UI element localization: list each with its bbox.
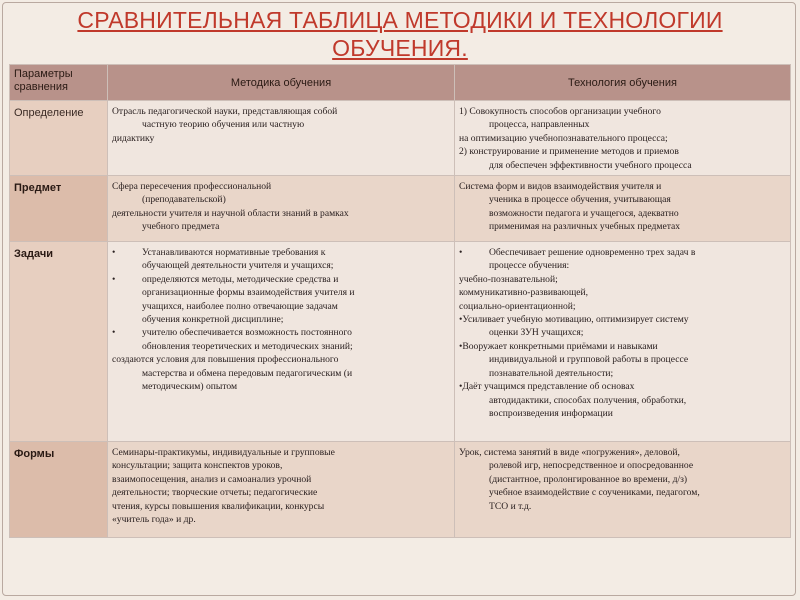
text-line: применимая на различных учебных предметах [489,221,681,233]
text-line: обновления теоретических и методических знаний; [142,340,353,352]
text-line: учебно-познавательной; [459,273,558,285]
text-line: Семинары-практикумы, индивидуальные и групповые [112,447,335,459]
text-line: Система форм и видов взаимодействия учителя и [459,181,662,193]
text-line: создаются условия для повышения профессионального [112,354,339,366]
text-line: оценки ЗУН учащихся; [489,327,584,339]
title-line-1: СРАВНИТЕЛЬНАЯ ТАБЛИЦА МЕТОДИКИ И ТЕХНОЛОГИИ [77,7,723,33]
text-line: (дистантное, пролонгированное во времени, д/з) [489,473,688,485]
row-label-definition: Определение [10,101,108,176]
text-line: учебное взаимодействие с соучениками, педагогом, [489,487,700,499]
text-line: мастерства и обмена передовым педагогическим (и [142,367,353,379]
text-line: частную теорию обучения или частную [142,119,305,131]
text-line: 2) конструирование и применение методов и приемов [459,146,679,158]
header-technology: Технология обучения [455,65,791,101]
text-line: (преподавательской) [142,194,226,206]
bullet-icon: • [112,247,116,259]
text-line: консультации; защита конспектов уроков, [112,460,283,472]
text-line: чтения, курсы повышения квалификации, конкурсы [112,500,325,512]
text-line: деятельности учителя и научной области знаний в рамках [112,207,349,219]
bullet-item [112,273,450,286]
bullet-icon: • [112,327,116,339]
text-line: познавательной деятельности; [489,367,614,379]
bullet-icon: • [112,273,116,285]
text-line: возможности педагога и учащегося, адекватно [489,207,679,219]
text-line: Сфера пересечения профессиональной [112,181,272,193]
bullet-icon: • [459,247,463,259]
cell-definition-method [108,101,455,176]
table-row-tasks [10,242,791,442]
cell-tasks-method [108,242,455,442]
text-line: учащихся, наиболее полно отвечающие задачам [142,300,338,312]
text-line: Устанавливаются нормативные требования к [142,247,326,259]
text-line: организационные формы взаимодействия учителя и [142,287,355,299]
text-line: Урок, система занятий в виде «погружения», деловой, [459,447,680,459]
bullet-item [459,246,786,259]
text-line: учебного предмета [142,221,220,233]
text-line: деятельности; творческие отчеты; педагогические [112,487,318,499]
header-parameters: Параметры сравнения [10,65,108,101]
page-title [0,6,800,62]
text-line: на оптимизацию учебнопознавательного процесса; [459,132,668,144]
row-label-forms: Формы [10,442,108,538]
cell-definition-tech [455,101,791,176]
text-line: социально-ориентационной; [459,300,576,312]
text-line: ученика в процессе обучения, учитывающая [489,194,671,206]
cell-subject-tech [455,176,791,242]
text-line: определяются методы, методические средства и [142,273,339,285]
text-line: 1) Совокупность способов организации учебного [459,106,661,117]
text-line: ТСО и т.д. [489,500,532,512]
text-line: Отрасль педагогической науки, представляющая собой [112,106,338,117]
text-line: коммуникативно-развивающей, [459,287,589,299]
text-line: •Усиливает учебную мотивацию, оптимизирует систему [459,314,689,326]
text-line: автодидактики, способах получения, обработки, [489,394,687,406]
table-row-forms [10,442,791,538]
text-line: Обеспечивает решение одновременно трех задач в [489,247,696,259]
row-label-tasks: Задачи [10,242,108,442]
table-row-definition [10,101,791,176]
text-line: обучающей деятельности учителя и учащихся; [142,260,334,272]
title-line-2: ОБУЧЕНИЯ. [332,35,468,61]
bullet-item [112,246,450,259]
header-methodology: Методика обучения [108,65,455,101]
text-line: взаимопосещения, анализ и самоанализ урочной [112,473,312,485]
cell-forms-tech [455,442,791,538]
cell-forms-method [108,442,455,538]
text-line: обучения конкретной дисциплине; [142,314,284,326]
text-line: для обеспечен эффективности учебного процесса [489,159,692,171]
cell-tasks-tech [455,242,791,442]
text-line: «учитель года» и др. [112,514,196,526]
text-line: воспроизведения информации [489,407,613,419]
text-line: методическим) опытом [142,381,238,393]
bullet-item [112,326,450,339]
comparison-table [9,64,791,538]
text-line: учителю обеспечивается возможность постоянного [142,327,352,339]
text-line: дидактику [112,132,155,144]
table-header-row [10,65,791,101]
table-row-subject [10,176,791,242]
row-label-subject: Предмет [10,176,108,242]
cell-subject-method [108,176,455,242]
text-line: процессе обучения: [489,260,570,272]
text-line: •Вооружает конкретными приёмами и навыками [459,340,658,352]
text-line: •Даёт учащимся представление об основах [459,381,635,393]
text-line: процесса, направленных [489,119,590,131]
text-line: индивидуальной и групповой работы в процессе [489,354,689,366]
text-line: ролевой игр, непосредственное и опосредованное [489,460,694,472]
